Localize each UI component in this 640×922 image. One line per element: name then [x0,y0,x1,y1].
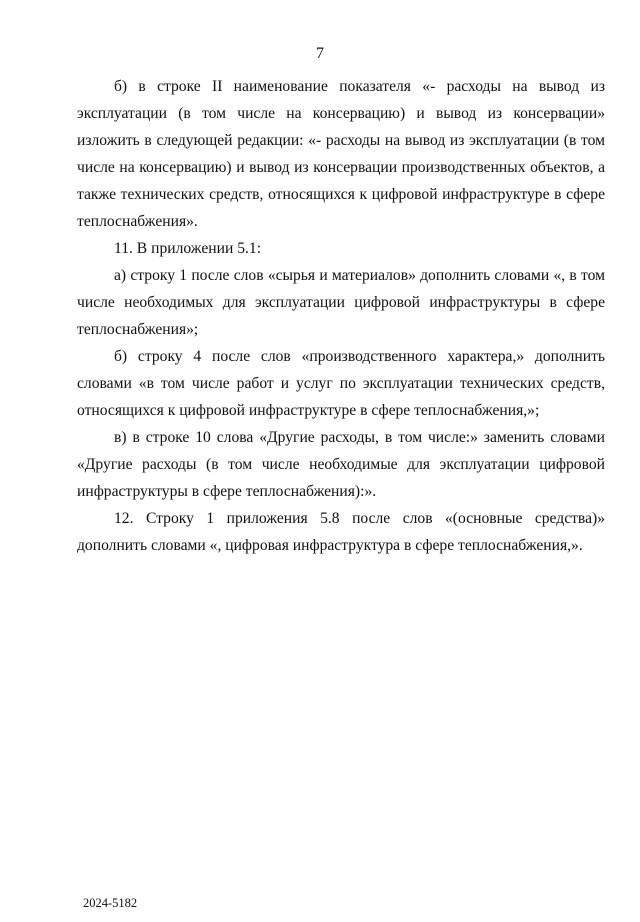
document-code: 2024-5182 [83,896,138,910]
paragraph-b-line-ii: б) в строке II наименование показателя «- расходы на вывод из эксплуатации (в том числе на консервацию) и вывод из консервации» изложить в следующей редакции: «- расходы на вывод из эксплуатации (в том числе на консервацию) и вывод из консервации производственных объектов, а также технических средств, относящихся к цифровой инфраструктуре в сфере теплоснабжения». [77,78,605,230]
paragraph-v-line-10: в) в строке 10 слова «Другие расходы, в том числе:» заменить словами «Другие расходы (в том числе необходимые для эксплуатации цифровой инфраструктуры в сфере теплоснабжения):». [77,429,605,500]
paragraph-item-11: 11. В приложении 5.1: [114,240,262,257]
paragraph-b-line-4: б) строку 4 после слов «производственного характера,» дополнить словами «в том числе работ и услуг по эксплуатации технических средств, относящихся к цифровой инфраструктуре в сфере теплоснабжения,»; [77,348,605,419]
document-body [77,73,605,559]
paragraph-a-line-1: а) строку 1 после слов «сырья и материалов» дополнить словами «, в том числе необходимых для эксплуатации цифровой инфраструктуры в сфере теплоснабжения»; [77,267,605,338]
page-number: 7 [316,45,324,62]
paragraph-item-12: 12. Строку 1 приложения 5.8 после слов «(основные средства)» дополнить словами «, цифровая инфраструктура в сфере теплоснабжения,». [77,510,605,554]
